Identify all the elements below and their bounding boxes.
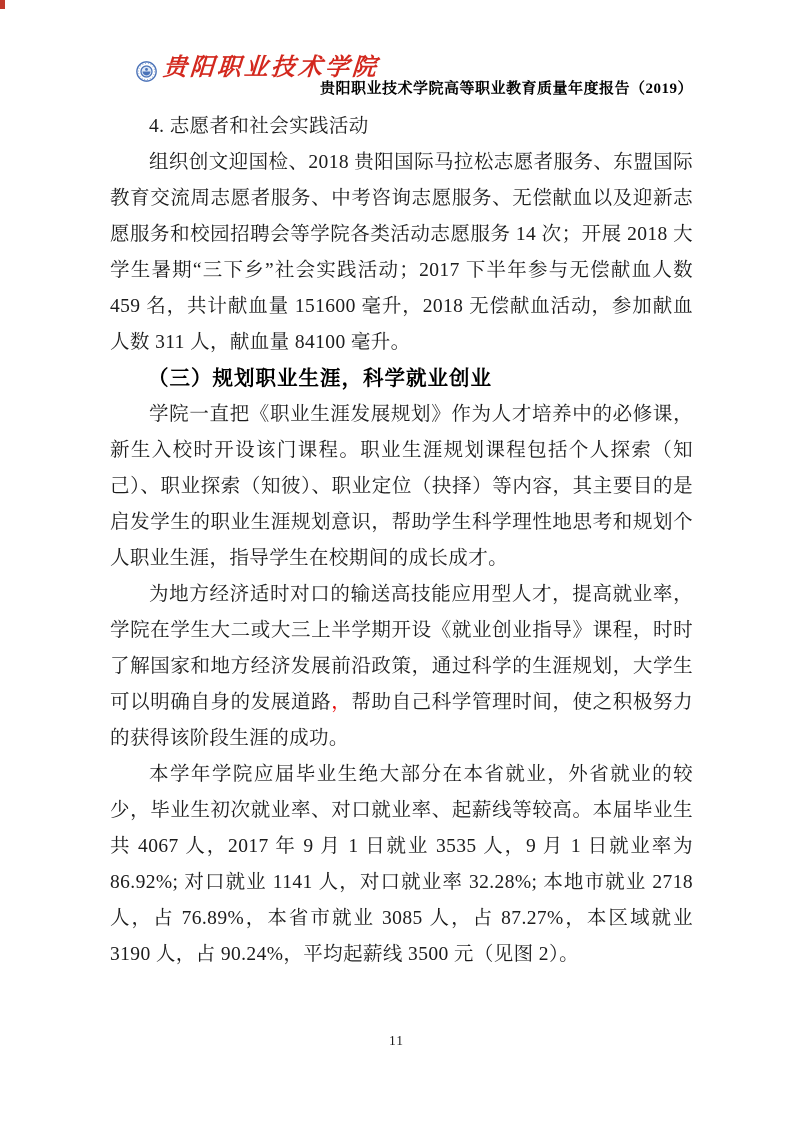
college-logo-text: 贵阳职业技术学院 — [162, 55, 380, 81]
paragraph-career-planning: 学院一直把《职业生涯发展规划》作为人才培养中的必修课，新生入校时开设该门课程。职业生涯规划课程包括个人探索（知己）、职业探索（知彼）、职业定位（抉择）等内容，其主要目的是启发学生的职业生涯规划意识，帮助学生科学理性地思考和规划个人职业生涯，指导学生在校期间的成长成才。 — [110, 404, 693, 569]
guidance-text-part2: 帮助自己科学管理时间，使之积极努力的获得该阶段生涯的成功。 — [110, 692, 694, 749]
paragraph-volunteer-activities: 组织创文迎国检、2018 贵阳国际马拉松志愿者服务、东盟国际教育交流周志愿者服务、中考咨询志愿服务、无偿献血以及迎新志愿服务和校园招聘会等学院各类活动志愿服务 14 次；开展 2018 大学生暑期“三下乡”社会实践活动；2017 下半年参与无偿献血人数 459 名，共计献血量 151600 毫升，2018 无偿献血活动，参加献血人数 311 人，献血量 84100 毫升。 — [110, 152, 693, 353]
college-seal-icon — [136, 61, 157, 82]
guidance-text-part1: 为地方经济适时对口的输送高技能应用型人才，提高就业率，学院在学生大二或大三上半学期开设《就业创业指导》课程，时时了解国家和地方经济发展前沿政策，通过科学的生涯规划，大学生可以明确自身的发展道路 — [110, 584, 693, 713]
scan-artifact — [0, 0, 5, 9]
document-body — [110, 109, 693, 973]
guidance-red-comma: ， — [331, 692, 352, 713]
page-header — [110, 56, 693, 110]
report-title: 贵阳职业技术学院高等职业教育质量年度报告（2019） — [319, 81, 693, 97]
page-number: 11 — [389, 1033, 404, 1048]
item4-heading: 4. 志愿者和社会实践活动 — [149, 116, 369, 137]
paragraph-employment-guidance — [110, 577, 693, 757]
section3-heading: （三）规划职业生涯，科学就业创业 — [148, 367, 492, 390]
paragraph-employment-statistics: 本学年学院应届毕业生绝大部分在本省就业，外省就业的较少，毕业生初次就业率、对口就业率、起薪线等较高。本届毕业生共 4067 人，2017 年 9 月 1 日就业 3535 人，9 月 1 日就业率为 86.92%; 对口就业 1141 人，对口就业率 32.28%; 本地市就业 2718 人，占 76.89%，本省市就业 3085 人，占 87.27%，本区域就业 3190 人，占 90.24%，平均起薪线 3500 元（见图 2）。 — [110, 764, 693, 965]
